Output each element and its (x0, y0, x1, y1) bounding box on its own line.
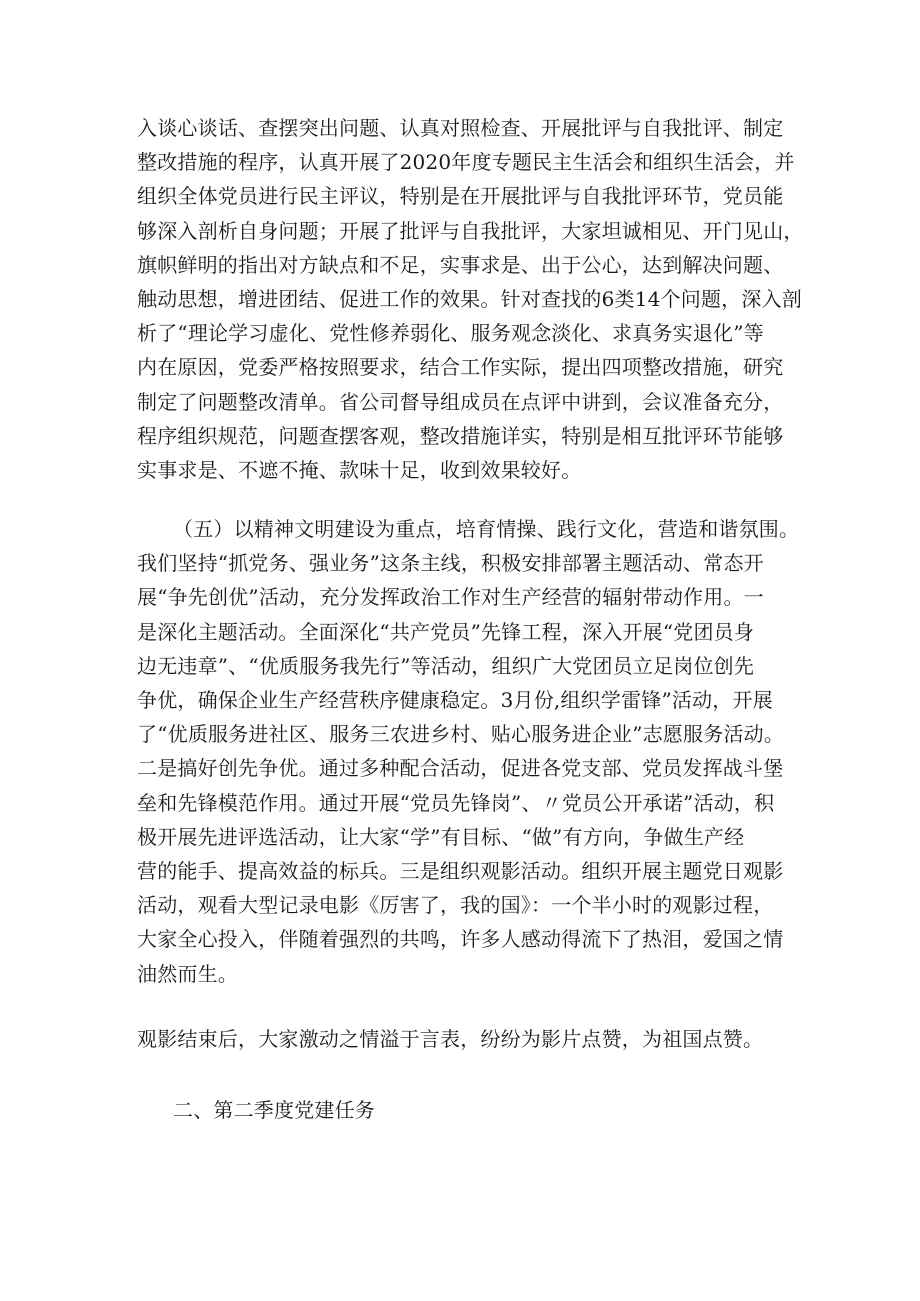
text-line: 观影结束后，大家激动之情溢于言表，纷纷为影片点赞，为祖国点赞。 (137, 1027, 764, 1051)
text-line: 内在原因，党委严格按照要求，结合工作实际，提出四项整改措施，研究 (137, 355, 784, 380)
section-heading-line: 二、第二季度党建任务 (173, 1098, 375, 1122)
text-line: 旗帜鲜明的指出对方缺点和不足，实事求是、出于公心，达到解决问题、 (137, 252, 784, 277)
text-line: 够深入剖析自身问题；开展了批评与自我批评，大家坦诚相见、开门见山， (137, 218, 804, 243)
text-line: 实事求是、不遮不掩、款味十足，收到效果较好。 (137, 458, 582, 483)
text-line: 油然而生。 (137, 961, 238, 986)
text-line: 了“优质服务进社区、服务三农进乡村、贴心服务进企业”志愿服务活动。 (137, 722, 785, 747)
section-heading-line: （五）以精神文明建设为重点，培育情操、践行文化，营造和谐氛围。 (173, 517, 800, 541)
section-paragraph (137, 512, 800, 991)
text-line: 程序组织规范，问题查摆客观，整改措施详实，特别是相互批评环节能够 (137, 423, 784, 448)
text-line: 组织全体党员进行民主评议，特别是在开展批评与自我批评环节，党员能 (137, 184, 784, 209)
text-line: 触动思想，增进团结、促进工作的效果。针对查找的6类14个问题，深入剖 (137, 287, 802, 312)
text-line: 整改措施的程序，认真开展了2020年度专题民主生活会和组织生活会，并 (137, 150, 795, 175)
text-line: 活动，观看大型记录电影《厉害了，我的国》：一个半小时的观影过程， (137, 893, 774, 918)
text-line: 入谈心谈话、查摆突出问题、认真对照检查、开展批评与自我批评、制定 (137, 116, 784, 140)
text-line: 争优，确保企业生产经营秩序健康稳定。3月份,组织学雷锋”活动，开展 (137, 688, 773, 713)
text-line: 大家全心投入，伴随着强烈的共鸣，许多人感动得流下了热泪，爱国之情 (137, 927, 784, 952)
text-line: 展“争先创优”活动，充分发挥政治工作对生产经营的辐射带动作用。一 (137, 585, 764, 610)
body-paragraph (137, 1022, 777, 1056)
text-line: 二是搞好创先争优。通过多种配合活动，促进各党支部、党员发挥战斗堡 (137, 756, 784, 781)
body-paragraph (137, 111, 804, 487)
text-line: 边无违章”、“优质服务我先行”等活动，组织广大党团员立足岗位创先 (137, 653, 755, 678)
text-line: 析了“理论学习虚化、党性修养弱化、服务观念淡化、求真务实退化”等 (137, 321, 764, 346)
text-line: 我们坚持“抓党务、强业务”这条主线，积极安排部署主题活动、常态开 (137, 551, 764, 576)
text-line: 极开展先进评选活动，让大家“学”有目标、“做”有方向，争做生产经 (137, 824, 745, 849)
section-heading (137, 1093, 777, 1127)
text-line: 垒和先锋模范作用。通过开展“党员先锋岗”、〃党员公开承诺”活动，积 (137, 790, 775, 815)
text-line: 是深化主题活动。全面深化“共产党员”先锋工程，深入开展“党团员身 (137, 619, 755, 644)
text-line: 营的能手、提高效益的标兵。三是组织观影活动。组织开展主题党日观影 (137, 859, 784, 884)
text-line: 制定了问题整改清单。省公司督导组成员在点评中讲到，会议准备充分， (137, 389, 784, 414)
